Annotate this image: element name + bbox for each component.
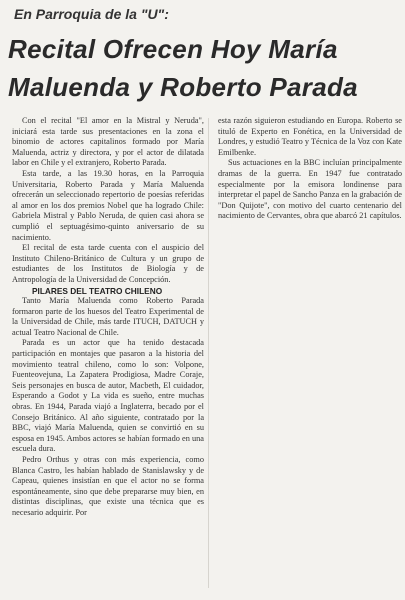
- article-kicker: En Parroquia de la "U":: [14, 6, 169, 22]
- article-headline: Recital Ofrecen Hoy María Maluenda y Roberto Parada: [8, 34, 358, 102]
- article-right-column: [218, 116, 402, 222]
- column-divider: [208, 118, 209, 588]
- paragraph: Pedro Orthus y otras con más experiencia, como Blanca Castro, les habían hablado de Stanislawsky y de Capeau, quienes insistían en que el actor no se forma espontáneamente, sino que debe prepararse muy bien, en distintas disciplinas, que existe una técnica que es necesario adquirir. Por: [12, 455, 204, 517]
- article-left-column: [12, 116, 204, 519]
- paragraph: Sus actuaciones en la BBC incluían principalmente dramas de la guerra. En 1947 fue contratado especialmente por la emisora londinense para interpretar el papel de Sancho Panza en la grabación de "Don Quijote", con motivo del cuarto centenario del nacimiento de Cervantes, obra que abarcó 21 capítulos.: [218, 158, 402, 221]
- paragraph: esta razón siguieron estudiando en Europa. Roberto se tituló de Experto en Fonética, en la Universidad de Londres, y estudió Teatro y Técnica de la Voz con Kate Emilbenke.: [218, 116, 402, 157]
- paragraph: El recital de esta tarde cuenta con el auspicio del Instituto Chileno-Británico de Cultura y un grupo de estudiantes de los Institutos de Biología y de Antropología de la Universidad de Concepción.: [12, 243, 204, 284]
- paragraph: Esta tarde, a las 19.30 horas, en la Parroquia Universitaria, Roberto Parada y María Maluenda ofrecerán un seleccionado repertorio de poesías referidas al amor en los dos premios Nobel que ha logrado Chile: Gabriela Mistral y Pablo Neruda, de quien casi ahora se cumplió el septuagésimo-quinto aniversario de su nacimiento.: [12, 168, 204, 242]
- paragraph: Con el recital "El amor en la Mistral y Neruda", iniciará esta tarde sus presentaciones en la zona el binomio de actores capitalinos formado por María Maluenda, actriz y directora, y por el actor de dilatada labor en Chile y el extranjero, Roberto Parada.: [12, 116, 204, 168]
- section-subheading: PILARES DEL TEATRO CHILENO: [32, 285, 163, 296]
- paragraph: Parada es un actor que ha tenido destacada participación en montajes que pasaron a la historia del movimiento teatral chileno, como lo son: Volpone, Fuenteovejuna, La Zapatera Prodigiosa, Madre Coraje, Seis personajes en busca de autor, Macbeth, El cuidador, Esperando a Godot y La vida es sueño, entre muchas obras. En 1944, Parada viajó a Inglaterra, becado por el Consejo Británico. Al año siguiente, contratado por la BBC, viajó María Maluenda, quien se convirtió en su esposa en 1945. Ambos actores se habían formado en una escuela dura.: [12, 338, 204, 454]
- paragraph: Tanto María Maluenda como Roberto Parada formaron parte de los huesos del Teatro Experimental de la Universidad de Chile, más tarde ITUCH, DATUCH y actual Teatro Nacional de Chile.: [12, 296, 204, 337]
